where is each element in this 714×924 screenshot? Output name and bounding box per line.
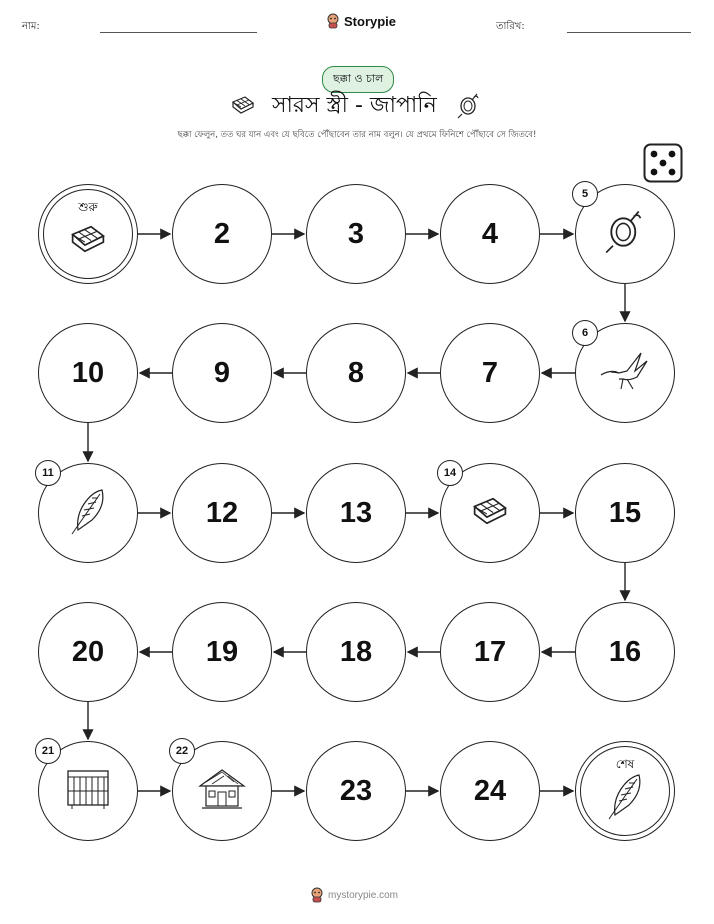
game-type-badge: ছক্কা ও চাল xyxy=(322,66,394,93)
cell-number: 3 xyxy=(347,217,365,250)
board-cell xyxy=(440,602,540,702)
cell-number-tag: 6 xyxy=(572,320,598,346)
board-cell xyxy=(306,463,406,563)
finish-cell xyxy=(575,741,675,841)
cloth-bundle-icon xyxy=(68,222,108,260)
cloth-bundle-icon xyxy=(470,494,510,532)
cell-number-tag: 5 xyxy=(572,181,598,207)
board-cell xyxy=(575,323,675,423)
cell-number: 19 xyxy=(205,635,239,668)
board-cell xyxy=(575,463,675,563)
finish-label: শেষ xyxy=(615,757,635,771)
footer xyxy=(310,887,398,903)
cell-number: 10 xyxy=(71,356,105,389)
storypie-mascot-icon xyxy=(310,887,324,903)
cell-number: 16 xyxy=(608,635,642,668)
instructions: ছক্কা ফেলুন, তত ঘর যান এবং যে ছবিতে পৌঁছাবেন তার নাম বলুন। যে প্রথমে ফিনিশে পৌঁছাবে সে জিতবে! xyxy=(177,130,537,140)
board-cell xyxy=(38,602,138,702)
feather-icon xyxy=(603,771,647,825)
cell-number-tag: 22 xyxy=(169,738,195,764)
cell-number-tag: 21 xyxy=(35,738,61,764)
board-cell xyxy=(172,602,272,702)
board-cell xyxy=(172,184,272,284)
start-label: শুরু xyxy=(78,200,98,214)
page-title: সারস স্ত্রী - জাপানি xyxy=(272,93,437,118)
board-cell xyxy=(306,323,406,423)
cell-number: 4 xyxy=(481,217,499,250)
board-cell xyxy=(440,463,540,563)
board-cell xyxy=(306,741,406,841)
cell-number: 15 xyxy=(608,496,642,529)
name-label: নাম: xyxy=(22,21,40,32)
board-cell xyxy=(440,184,540,284)
crane-bird-icon xyxy=(597,349,653,397)
loom-icon xyxy=(64,767,112,815)
cell-number: 24 xyxy=(473,774,507,807)
cell-number: 20 xyxy=(71,635,105,668)
board-cell xyxy=(38,463,138,563)
feather-icon xyxy=(66,486,110,540)
cell-number: 2 xyxy=(213,217,231,250)
board-cell xyxy=(575,184,675,284)
cell-number-tag: 11 xyxy=(35,460,61,486)
board-cell xyxy=(306,184,406,284)
board-cell xyxy=(38,323,138,423)
board-cell xyxy=(440,741,540,841)
board-cell xyxy=(172,741,272,841)
board-cell xyxy=(172,463,272,563)
board-cell xyxy=(306,602,406,702)
cell-number: 9 xyxy=(213,356,231,389)
footer-url: mystorypie.com xyxy=(328,889,399,901)
cell-number: 12 xyxy=(205,496,239,529)
cell-number: 13 xyxy=(339,496,373,529)
board-cell xyxy=(575,602,675,702)
rope-coil-icon xyxy=(602,208,648,260)
hut-icon xyxy=(194,766,250,816)
cell-number: 7 xyxy=(481,356,499,389)
start-cell xyxy=(38,184,138,284)
board-cell xyxy=(38,741,138,841)
cell-number: 17 xyxy=(473,635,507,668)
board-cell xyxy=(172,323,272,423)
cell-number: 23 xyxy=(339,774,373,807)
cell-number: 8 xyxy=(347,356,365,389)
board-cell xyxy=(440,323,540,423)
cell-number: 18 xyxy=(339,635,373,668)
cell-number-tag: 14 xyxy=(437,460,463,486)
date-label: তারিখ: xyxy=(496,21,525,32)
brand-name: Storypie xyxy=(344,13,397,29)
